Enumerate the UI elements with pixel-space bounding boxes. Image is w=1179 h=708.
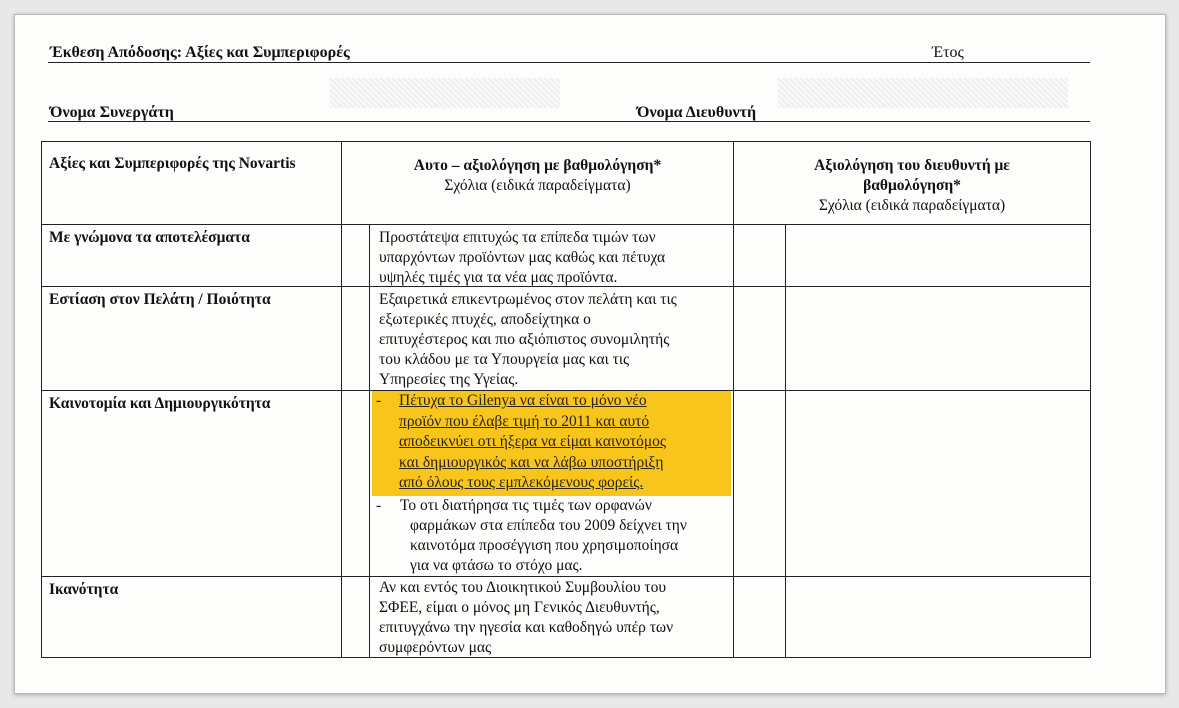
header-manager-title-line2: βαθμολόγηση* <box>863 177 961 194</box>
names-underline <box>48 121 1090 122</box>
manager-label: Όνομα Διευθυντή <box>637 104 757 121</box>
row-comment-capability: Αν και εντός του Διοικητικού Συμβουλίου του ΣΦΕΕ, είμαι ο μόνος μη Γενικός Διευθυντής, επιτυγχάνω την ηγεσία και καθοδηγώ υπέρ των συμφερόντων μας <box>379 579 674 656</box>
row-comment-results: Προστάτεψα επιτυχώς τα επίπεδα τιμών των υπαρχόντων προϊόντων μας καθώς και πέτυχα υψηλές τιμές για τα νέα μας προϊόντα. <box>379 229 666 286</box>
employee-label: Όνομα Συνεργάτη <box>50 104 174 121</box>
header-self-title: Αυτο – αξιολόγηση με βαθμολόγηση* <box>413 157 662 174</box>
row-label-customer-focus: Εστίαση στον Πελάτη / Ποιότητα <box>49 291 271 308</box>
title-underline <box>48 62 1090 63</box>
row-label-results: Με γνώμονα τα αποτελέσματα <box>49 229 250 246</box>
header-manager-title-line1: Αξιολόγηση του διευθυντή με <box>814 157 1010 174</box>
row-comment-customer-focus: Εξαιρετικά επικεντρωμένος στον πελάτη και τις εξωτερικές πτυχές, αποδείχτηκα ο επιτυχέστερος και πιο αξιόπιστος συνομιλητής του κλάδου με τα Υπουργεία μας και τις Υπηρεσίες της Υγείας. <box>379 291 677 388</box>
row-comment-innovation-bullet2: - Το οτι διατήρησα τις τιμές των ορφανών φαρμάκων στα επίπεδα του 2009 δείχνει την καινοτόμα προσέγγιση που χρησιμοποίησα για να φτάσω το στόχο μας. <box>376 497 687 574</box>
year-label: Έτος <box>932 44 964 61</box>
header-manager-subtitle: Σχόλια (ειδικά παραδείγματα) <box>818 197 1006 214</box>
row-comment-innovation-highlighted: - Πέτυχα το Gilenya να είναι το μόνο νέο προϊόν που έλαβε τιμή το 2011 και αυτό αποδεικνύει οτι ήξερα να είμαι καινοτόμος και δημιουργικός και να λάβω υποστήριξη από όλους τους εμπλεκόμενους φορείς. <box>376 392 667 491</box>
report-title: Έκθεση Απόδοσης: Αξίες και Συμπεριφορές <box>50 44 350 61</box>
header-self-subtitle: Σχόλια (ειδικά παραδείγματα) <box>444 177 631 194</box>
header-values-column: Αξίες και Συμπεριφορές της Novartis <box>49 155 296 172</box>
redacted-manager-name <box>778 78 1068 108</box>
redacted-employee-name <box>330 78 560 108</box>
row-label-capability: Ικανότητα <box>49 581 119 598</box>
row-label-innovation: Καινοτομία και Δημιουργικότητα <box>49 395 271 412</box>
